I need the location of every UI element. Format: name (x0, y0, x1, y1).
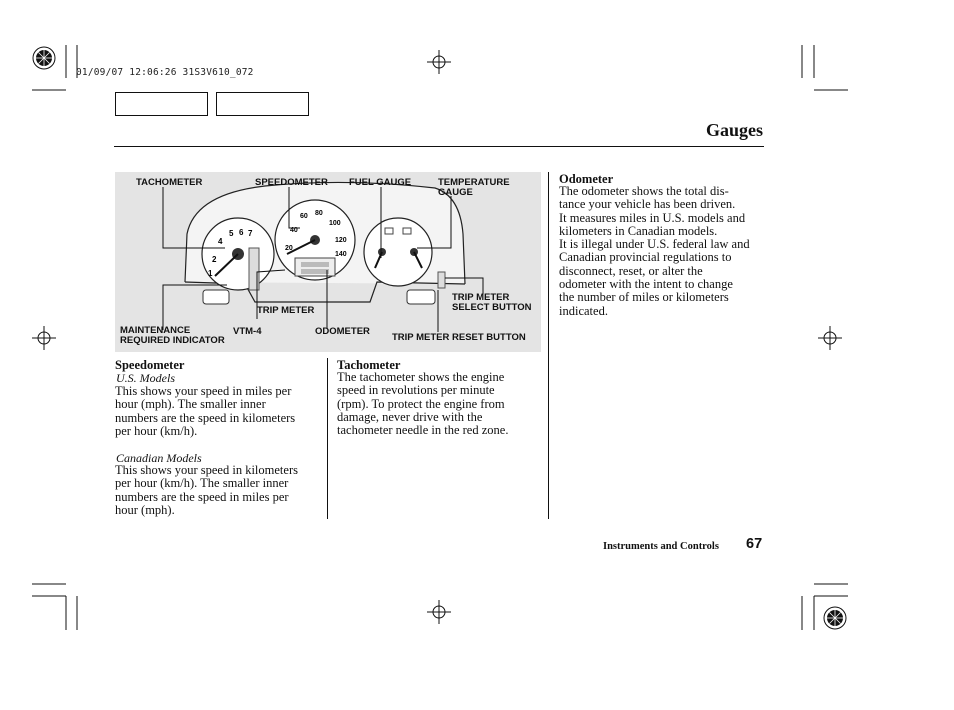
svg-text:6: 6 (239, 228, 244, 237)
label-speedometer: SPEEDOMETER (255, 177, 328, 188)
instrument-cluster-figure (115, 172, 541, 352)
chapter-tab-box (216, 92, 309, 116)
svg-text:80: 80 (315, 210, 323, 217)
print-stamp: 01/09/07 12:06:26 31S3V610_072 (76, 67, 254, 78)
odometer-heading: Odometer (559, 172, 614, 186)
speedometer-us-subheading: U.S. Models (116, 371, 175, 385)
label-odometer: ODOMETER (315, 326, 370, 337)
page-number: 67 (746, 536, 763, 552)
registration-target-icon (427, 50, 451, 74)
tachometer-dial (202, 218, 274, 290)
svg-text:4: 4 (218, 237, 223, 246)
footer-chapter-label: Instruments and Controls (603, 541, 719, 552)
speedometer-canadian-text: This shows your speed in kilometers per hour (km/h). The smaller inner numbers are the speed in miles per hour (mph). (115, 463, 298, 517)
label-trip-meter-select-button: TRIP METER SELECT BUTTON (452, 292, 532, 313)
svg-text:2: 2 (212, 255, 217, 264)
section-title: Gauges (705, 120, 763, 140)
registration-target-icon (427, 600, 451, 624)
svg-text:20: 20 (285, 245, 293, 252)
column-divider (548, 172, 549, 519)
speedometer-canadian-subheading: Canadian Models (116, 451, 202, 465)
label-temperature-gauge: TEMPERATURE GAUGE (438, 177, 510, 198)
svg-text:5: 5 (229, 229, 234, 238)
label-tachometer: TACHOMETER (136, 177, 203, 188)
svg-text:100: 100 (329, 220, 341, 227)
tachometer-text: The tachometer shows the engine speed in revolutions per minute (rpm). To protect the engine from damage, never drive with the tachometer needle in the red zone. (337, 370, 509, 438)
speedometer-dial (275, 200, 355, 280)
header-rule (114, 146, 764, 147)
svg-text:40: 40 (290, 227, 298, 234)
svg-text:140: 140 (335, 251, 347, 258)
starburst-registration-icon (822, 605, 848, 631)
registration-target-icon (32, 326, 56, 350)
column-divider (327, 358, 328, 519)
label-vtm4: VTM-4 (233, 326, 262, 337)
label-fuel-gauge: FUEL GAUGE (349, 177, 412, 188)
odometer-text: The odometer shows the total dis- tance your vehicle has been driven. It measures miles in U.S. models and kilometers in Canadian models. It is illegal under U.S. federal law and Canadian provincial regulations to disconnect, reset, or alter the odometer with the intent to change the number of miles or kilometers indicated. (559, 184, 750, 318)
speedometer-heading: Speedometer (115, 358, 185, 372)
speedometer-us-text: This shows your speed in miles per hour (mph). The smaller inner numbers are the speed in kilometers per hour (km/h). (115, 384, 296, 438)
starburst-registration-icon (31, 45, 57, 71)
svg-text:120: 120 (335, 237, 347, 244)
svg-text:1: 1 (208, 269, 213, 278)
chapter-tab-box (115, 92, 208, 116)
tachometer-heading: Tachometer (337, 358, 401, 372)
label-trip-meter: TRIP METER (257, 305, 315, 316)
label-maintenance-required-indicator: MAINTENANCE REQUIRED INDICATOR (120, 325, 225, 346)
registration-target-icon (818, 326, 842, 350)
svg-text:7: 7 (248, 229, 253, 238)
label-trip-meter-reset-button: TRIP METER RESET BUTTON (392, 332, 526, 343)
svg-text:60: 60 (300, 213, 308, 220)
